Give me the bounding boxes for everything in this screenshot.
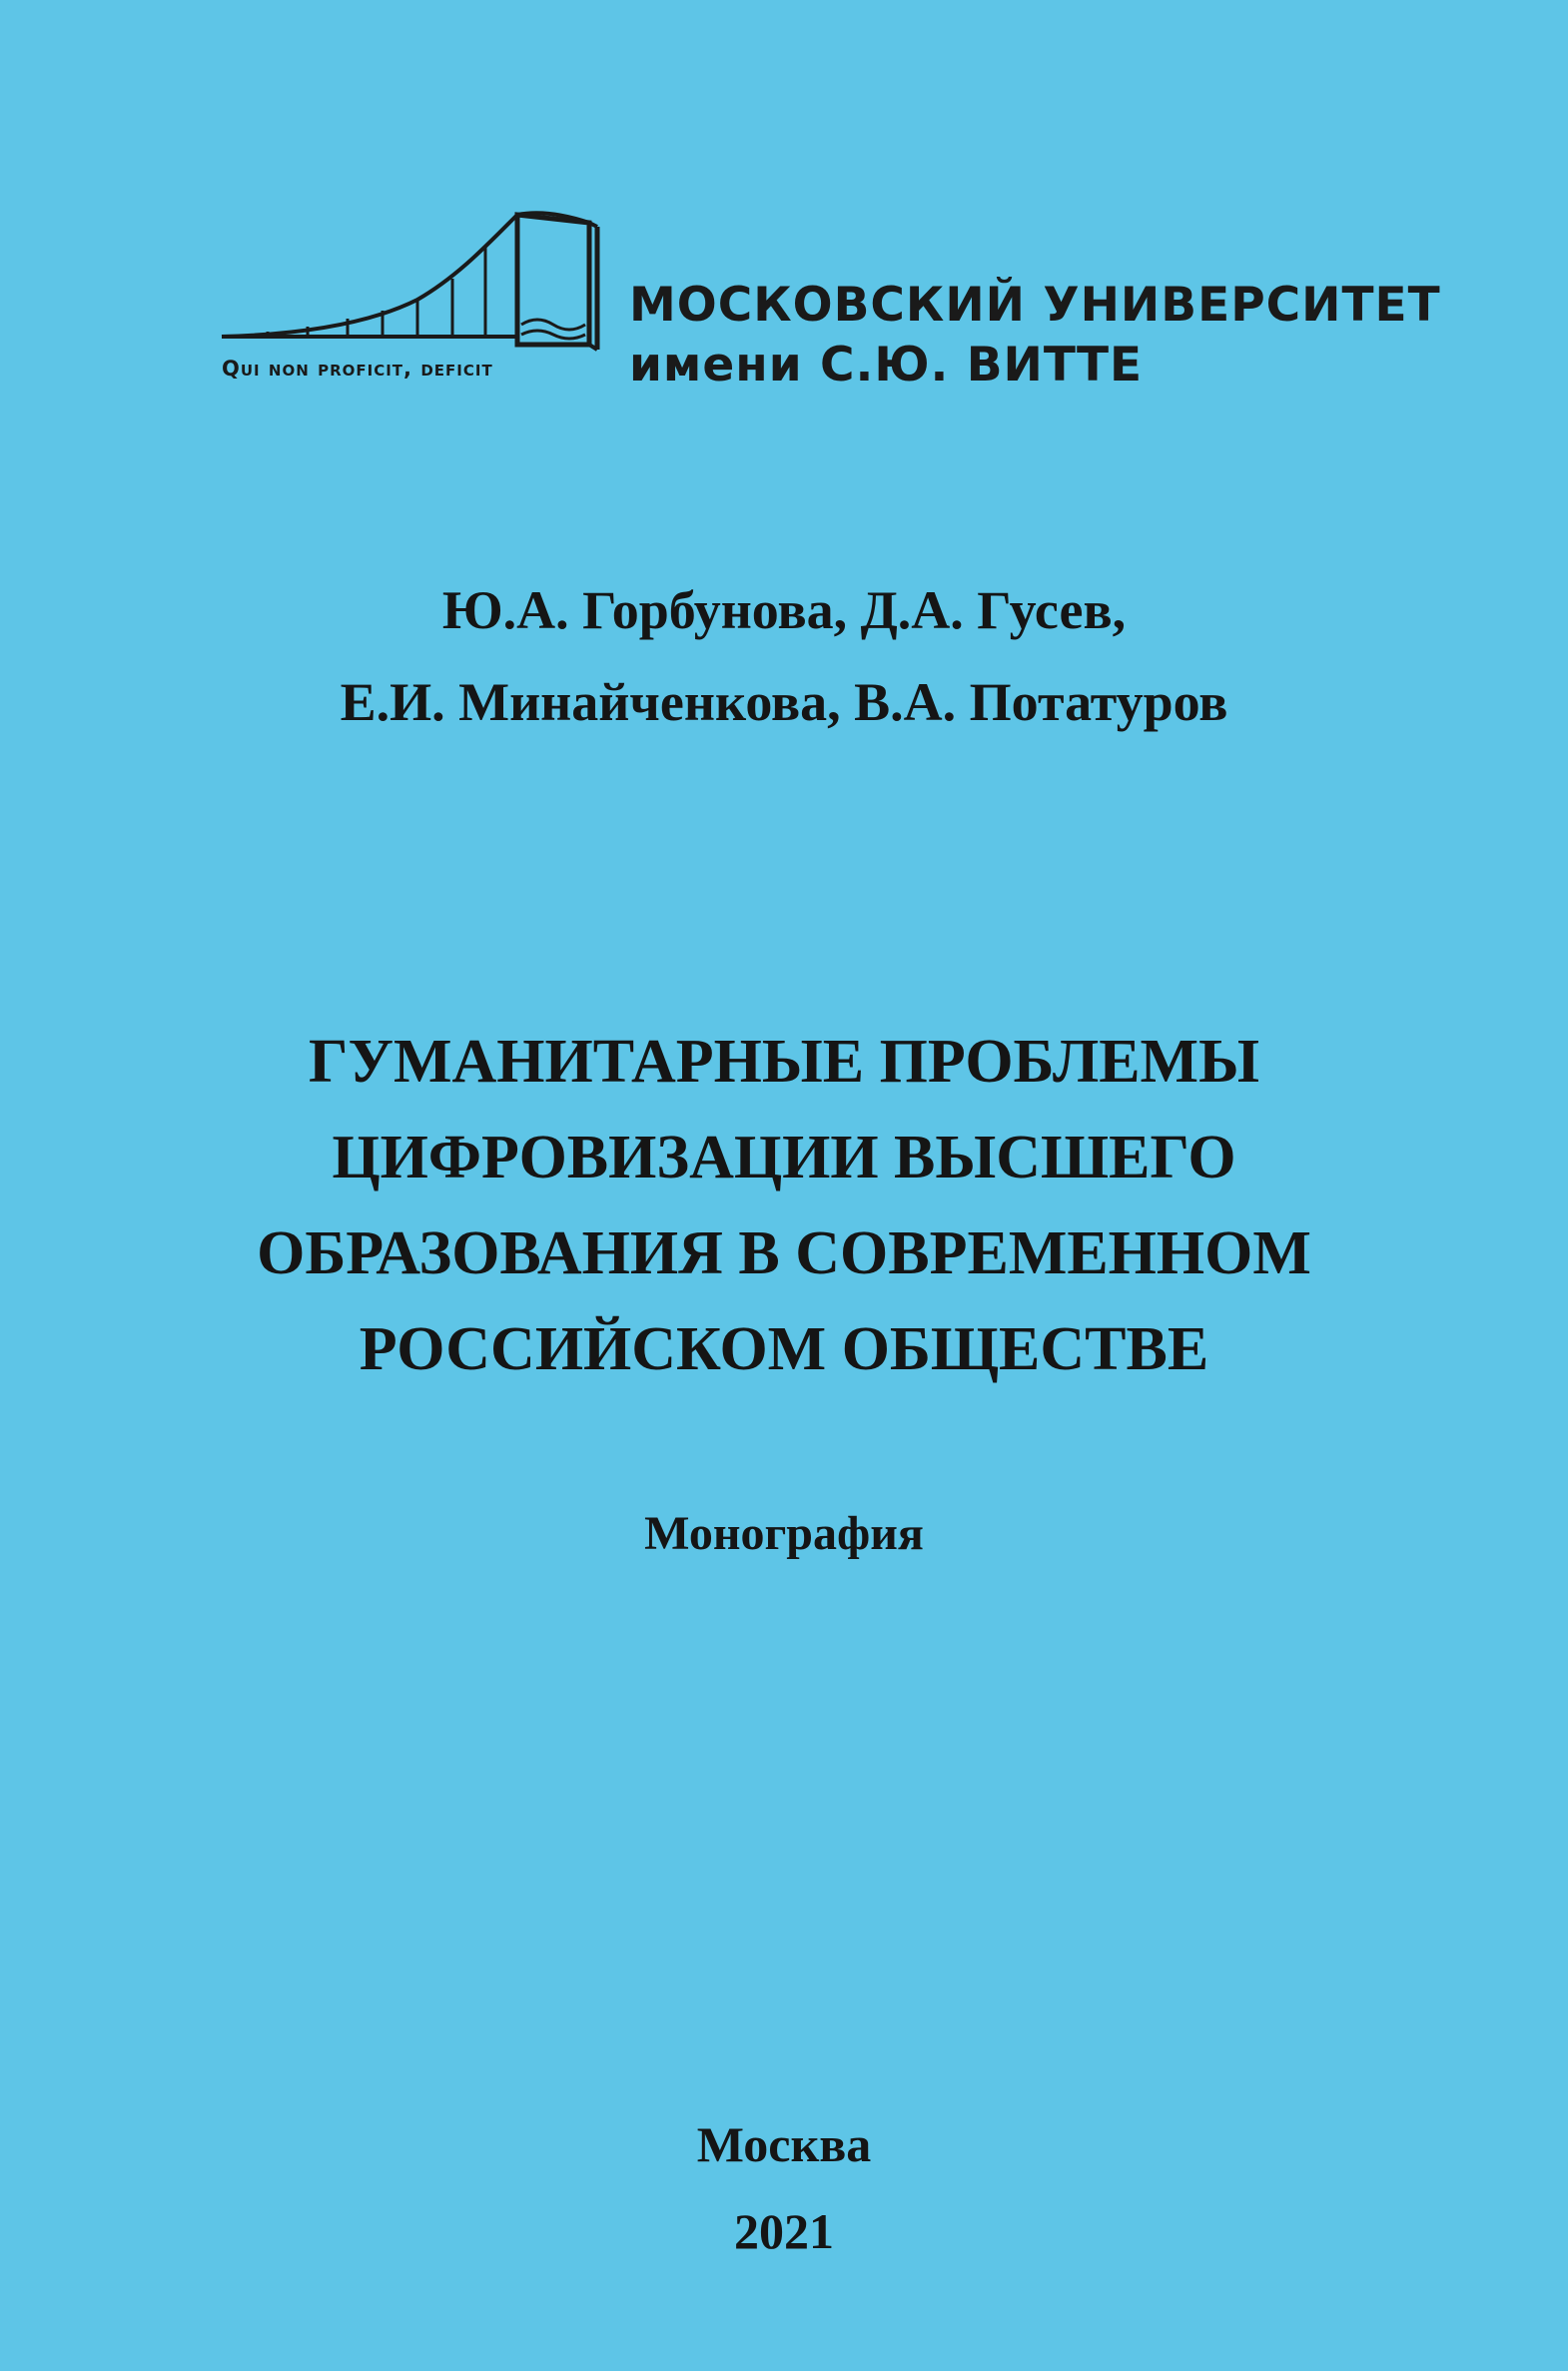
title-line2: ЦИФРОВИЗАЦИИ ВЫСШЕГО — [332, 1124, 1236, 1191]
bridge-book-icon — [218, 205, 617, 355]
authors-line2: Е.И. Минайченкова, В.А. Потатуров — [340, 672, 1228, 732]
genre-label: Монография — [644, 1507, 924, 1560]
book-title — [0, 1014, 1568, 1397]
imprint-year: 2021 — [734, 2203, 834, 2259]
university-name-line2: имени С.Ю. ВИТТЕ — [629, 338, 1144, 393]
title-line3: ОБРАЗОВАНИЯ В СОВРЕМЕННОМ — [257, 1219, 1311, 1287]
title-line4: РОССИЙСКОМ ОБЩЕСТВЕ — [359, 1315, 1209, 1383]
university-name-line1: МОСКОВСКИЙ УНИВЕРСИТЕТ — [629, 278, 1441, 333]
imprint-city: Москва — [696, 2116, 872, 2172]
university-motto: Qui non proficit, deficit — [222, 357, 493, 381]
authors-line1: Ю.А. Горбунова, Д.А. Гусев, — [441, 580, 1127, 640]
title-line1: ГУМАНИТАРНЫЕ ПРОБЛЕМЫ — [309, 1028, 1259, 1096]
